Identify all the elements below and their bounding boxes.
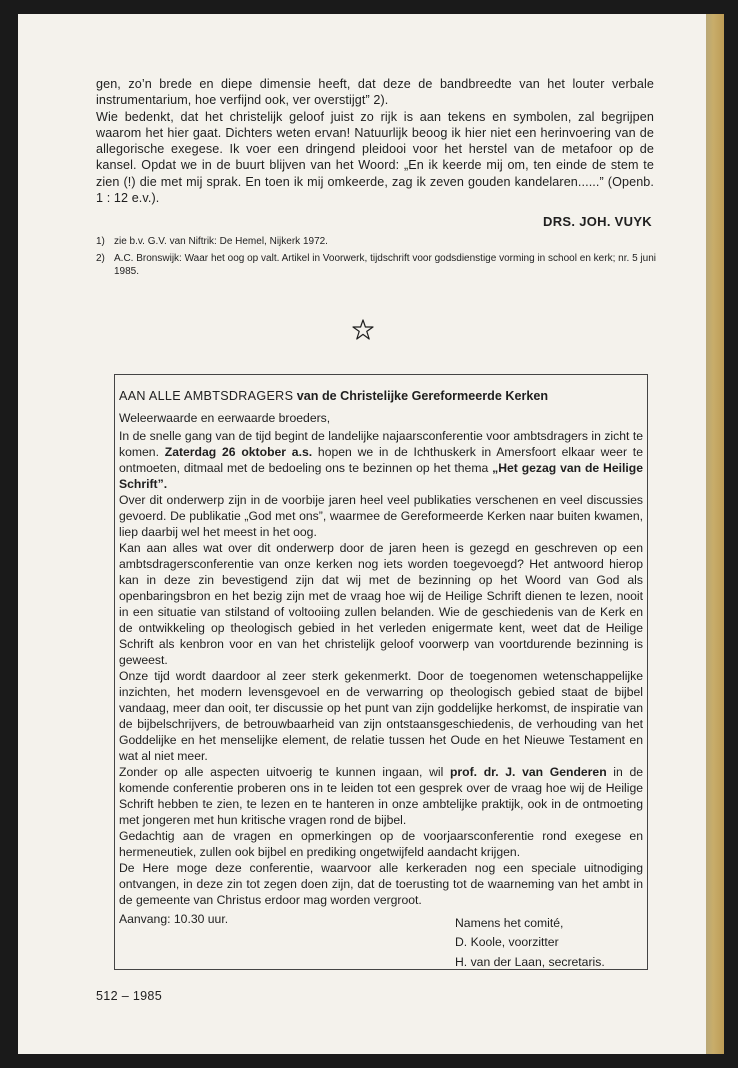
committee-line: Namens het comité, — [455, 916, 564, 930]
footnote-number: 2) — [96, 253, 105, 264]
speaker-name: prof. dr. J. van Genderen — [449, 765, 607, 779]
start-time: Aanvang: 10.30 uur. — [119, 912, 229, 926]
announcement-title — [119, 389, 645, 403]
footnote-text: zie b.v. G.V. van Niftrik: De Hemel, Nijkerk 1972. — [114, 236, 328, 247]
conference-theme: „Het gezag van de Heilige Schrift”. — [119, 461, 644, 491]
text: hopen we in de Ichthuskerk in Amersfoort elkaar weer te ontmoeten, ditmaal met de bedoeling ons te bezinnen op het thema — [119, 445, 643, 475]
paragraph: Kan aan alles wat over dit onderwerp door de jaren heen is gezegd en geschreven op een ambtsdragersconferentie van onze kerken nog iets worden toegevoegd? Het antwoord hierop kan in deze zin bevestigend zijn dat wij met de bezinning op het Woord van God als openbaringsbron en het bezig zijn met de vraag hoe wij de Heilige Schrift dienen te lezen, nooit in een situatie van stilstand of voltooiing zullen belanden. Wie de geschiedenis van de Kerk en de ontwikkeling op theologisch gebied in het verleden enigermate kent, weet dat de Heilige Schrift als kenbron voor en van het christelijk geloof voorwerp van voortdurende bezinning is geweest. — [119, 541, 643, 667]
chair-line: D. Koole, voorzitter — [455, 935, 559, 950]
star-divider-icon — [352, 319, 374, 341]
committee-signatures — [455, 914, 605, 972]
paragraph — [119, 428, 643, 492]
footnote-text: A.C. Bronswijk: Waar het oog op valt. Artikel in Voorwerk, tijdschrift voor godsdienstige vorming in school en kerk; nr. 5 juni 1985. — [114, 253, 656, 277]
paragraph: Gedachtig aan de vragen en opmerkingen op de voorjaarsconferentie rond exegese en hermeneutiek, zullen ook bijbel en prediking ongetwijfeld aandacht krijgen. — [119, 829, 643, 859]
footnote — [96, 236, 656, 249]
text: Zonder op alle aspecten uitvoerig te kunnen ingaan, wil — [119, 765, 450, 779]
paragraph — [119, 764, 643, 828]
footnote — [96, 253, 656, 278]
paragraph: Wie bedenkt, dat het christelijk geloof juist zo rijk is aan tekens en symbolen, zal begrijpen waarom het hier gaat. Dichters weten ervan! Natuurlijk beoog ik hier niet een herinvoering van de allegorische exegese. Ik voer een dringend pleidooi voor het herstel van de metafoor op de kansel. Opdat we in de buurt blijven van het Woord: „En ik keerde mij om, ten einde de stem te zien (!) die met mij sprak. En toen ik mij omkeerde, zag ik zeven gouden kandelaren......” (Openb. 1 : 12 e.v.). — [96, 109, 654, 206]
text: In de snelle gang van de tijd begint de landelijke najaarsconferentie voor ambtsdragers in zicht te komen. — [119, 429, 643, 459]
title-rest: van de Christelijke Gereformeerde Kerken — [293, 389, 549, 403]
salutation: Weleerwaarde en eerwaarde broeders, — [119, 411, 331, 425]
title-caps: AAN ALLE AMBTSDRAGERS — [119, 389, 294, 403]
paragraph: Onze tijd wordt daardoor al zeer sterk gekenmerkt. Door de toegenomen wetenschappelijke inzichten, het modern levensgevoel en de verwarring op theologisch gebied staat de bijbel vandaag, meer dan ooit, ter discussie op het punt van zijn goddelijke herkomst, de inspiratie van de bijbelschrijvers, de betrouwbaarheid van zijn ontstaansgeschiedenis, de verhouding van het Goddelijke en het menselijke element, de relatie tussen het Oude en het Nieuwe Testament en wat al niet meer. — [119, 669, 643, 763]
page-edge — [706, 14, 724, 1054]
paragraph: gen, zo’n brede en diepe dimensie heeft, dat deze de bandbreedte van het louter verbale instrumentarium, hoe verfijnd ook, ver overstijgt” 2). — [96, 77, 654, 108]
announcement-body — [119, 410, 643, 908]
paragraph: De Here moge deze conferentie, waarvoor alle kerkeraden nog een speciale uitnodiging ontvangen, in deze zin tot zegen doen zijn, dat de toerusting tot de waarneming van het ambt in de gemeente van Christus erdoor mag worden vergroot. — [119, 861, 643, 907]
page-number: 512 – 1985 — [96, 989, 163, 1003]
paragraph: Over dit onderwerp zijn in de voorbije jaren heel veel publikaties verschenen en veel discussies gevoerd. De publikatie „God met ons”, waarmee de Gereformeerde Kerken naar buiten kwamen, liep daarbij wel het meest in het oog. — [119, 493, 643, 539]
article-continuation — [96, 76, 654, 206]
secretary-line: H. van der Laan, secretaris. — [455, 954, 605, 969]
footnote-number: 1) — [96, 236, 105, 247]
conference-date: Zaterdag 26 oktober a.s. — [164, 445, 313, 459]
text: in de komende conferentie proberen ons in te leiden tot een gesprek over de vraag hoe wij de Heilige Schrift hebben te zien, te lezen en te hanteren in onze ambtelijke praktijk, ook in de ontmoeting met jongeren met hun kritische vragen rond de bijbel. — [119, 765, 644, 827]
author-signature: DRS. JOH. VUYK — [543, 214, 652, 229]
